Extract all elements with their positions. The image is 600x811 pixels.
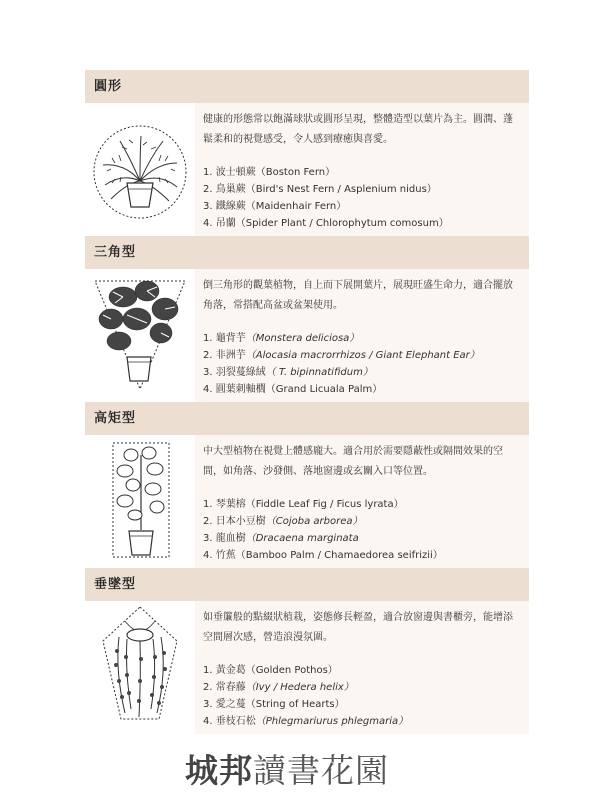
- list-item: 4. 垂枝石松（Phlegmariurus phlegmaria）: [203, 716, 409, 727]
- list-item: 1. 琴葉榕（Fiddle Leaf Fig / Ficus lyrata）: [203, 499, 404, 510]
- plant-list: [203, 496, 519, 564]
- list-item: 4. 圓葉刺軸櫚（Grand Licuala Palm）: [203, 384, 383, 395]
- boston-fern-illustration: [85, 103, 195, 236]
- monstera-illustration: [85, 269, 195, 402]
- list-item: 4. 吊蘭（Spider Plant / Chlorophytum comosum）: [203, 218, 449, 229]
- list-item: 1. 黃金葛（Golden Pothos）: [203, 665, 338, 676]
- section-hanging: [85, 568, 529, 734]
- list-item: 4. 竹蕉（Bamboo Palm / Chamaedorea seifrizii）: [203, 550, 443, 561]
- brand-left: 城邦: [185, 751, 253, 790]
- section-body: [85, 103, 529, 236]
- section-description: 倒三角形的觀葉植物，自上而下展開葉片，展現旺盛生命力，適合擺放角落，常搭配高盆或盆架使用。: [203, 280, 513, 311]
- section-title: 高矩型: [85, 402, 529, 435]
- plant-list: [203, 164, 519, 232]
- list-item: 3. 羽裂蔓綠絨（ T. bipinnatifidum）: [203, 367, 373, 378]
- fiddle-leaf-fig-illustration: [85, 435, 195, 568]
- fig-rectangle-icon: [85, 435, 195, 568]
- brand-right: 讀書花園: [253, 751, 389, 790]
- list-item: 2. 非洲芋（Alocasia macrorrhizos / Giant Elephant Ear）: [203, 350, 480, 361]
- section-description: 健康的形態常以飽滿球狀或圓形呈現，整體造型以葉片為主。圓潤、蓬鬆柔和的視覺感受，令人感到療癒與喜愛。: [203, 114, 513, 145]
- plant-list: [203, 662, 519, 730]
- section-tall: [85, 402, 529, 568]
- list-item: 2. 日本小豆樹（Cojoba arborea）: [203, 516, 363, 527]
- publisher-logo: [185, 745, 389, 792]
- section-description: 中大型植物在視覺上體感龐大。適合用於需要隱蔽性或隔間效果的空間，如角落、沙發側、落地窗邊或玄關入口等位置。: [203, 446, 503, 477]
- fern-circle-icon: [85, 103, 195, 236]
- section-round: [85, 70, 529, 236]
- section-description: 如垂簾般的點綴狀植栽，姿態修長輕盈，適合放窗邊與書櫃旁，能增添空間層次感，營造浪漫氛圍。: [203, 612, 513, 643]
- plant-list: [203, 330, 519, 398]
- list-item: 3. 龍血樹（Dracaena marginata: [203, 533, 359, 544]
- list-item: 2. 常春藤（Ivy / Hedera helix）: [203, 682, 354, 693]
- hanging-plant-illustration: [85, 601, 195, 734]
- section-triangle: [85, 236, 529, 402]
- section-body: [85, 601, 529, 734]
- hanging-diamond-icon: [85, 601, 195, 734]
- section-body: [85, 269, 529, 402]
- monstera-triangle-icon: [85, 269, 195, 402]
- list-item: 3. 愛之蔓（String of Hearts）: [203, 699, 345, 710]
- section-body: [85, 435, 529, 568]
- list-item: 1. 龜背芋（Monstera deliciosa）: [203, 333, 360, 344]
- list-item: 3. 鐵線蕨（Maidenhair Fern）: [203, 201, 347, 212]
- section-title: 垂墜型: [85, 568, 529, 601]
- list-item: 2. 鳥巢蕨（Bird's Nest Fern / Asplenium nidus）: [203, 184, 437, 195]
- list-item: 1. 波士頓蕨（Boston Fern）: [203, 167, 336, 178]
- section-title: 三角型: [85, 236, 529, 269]
- section-title: 圓形: [85, 70, 529, 103]
